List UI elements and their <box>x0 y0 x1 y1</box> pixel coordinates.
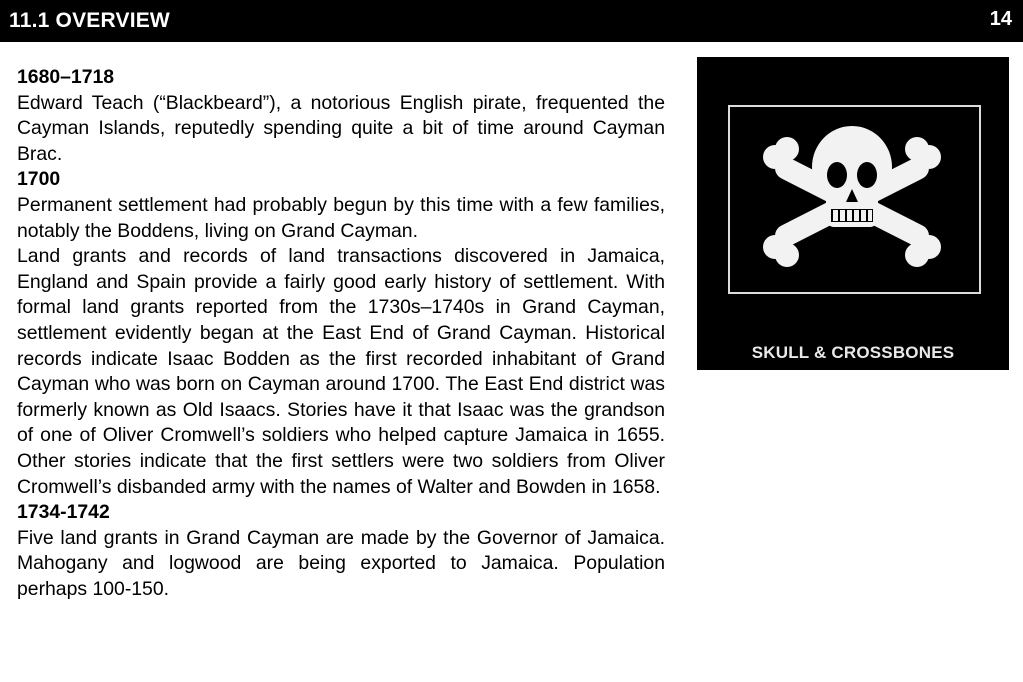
paragraph: Land grants and records of land transactions discovered in Jamaica, England and Spain provide a fairly good early history of settlement. With formal land grants reported from the 1730s–1740s in Grand Cayman, settlement evidently began at the East End of Grand Cayman. Historical records indicate Isaac Bodden as the first recorded inhabitant of Grand Cayman who was born on Cayman around 1700. The East End district was formerly known as Old Isaacs. Stories have it that Isaac was the grandson of one of Oliver Cromwell’s soldiers who helped capture Jamaica in 1655. Other stories indicate that the first settlers were two soldiers from Oliver Cromwell’s disbanded army with the names of Walter and Bowden in 1658. <box>17 245 665 498</box>
paragraph: Edward Teach (“Blackbeard”), a notorious English pirate, frequented the Cayman Islands, reputedly spending quite a bit of time around Cayman Brac. <box>17 91 665 165</box>
page-header <box>0 0 1023 42</box>
paragraph: Permanent settlement had probably begun by this time with a few families, notably the Boddens, living on Grand Cayman. <box>17 193 665 242</box>
year-heading: 1700 <box>17 168 61 191</box>
skull-crossbones-figure <box>697 57 1009 370</box>
overview-text <box>17 65 665 602</box>
figure-caption: SKULL & CROSSBONES <box>751 343 955 362</box>
paragraph: Five land grants in Grand Cayman are made by the Governor of Jamaica. Mahogany and logwood are being exported to Jamaica. Population perhaps 100-150. <box>17 526 665 600</box>
year-heading: 1680–1718 <box>17 66 115 88</box>
section-title: 11.1 OVERVIEW <box>9 9 170 32</box>
year-heading: 1734-1742 <box>17 501 110 524</box>
page-number: 14 <box>989 8 1012 30</box>
skull-and-crossbones-icon <box>697 57 1009 370</box>
